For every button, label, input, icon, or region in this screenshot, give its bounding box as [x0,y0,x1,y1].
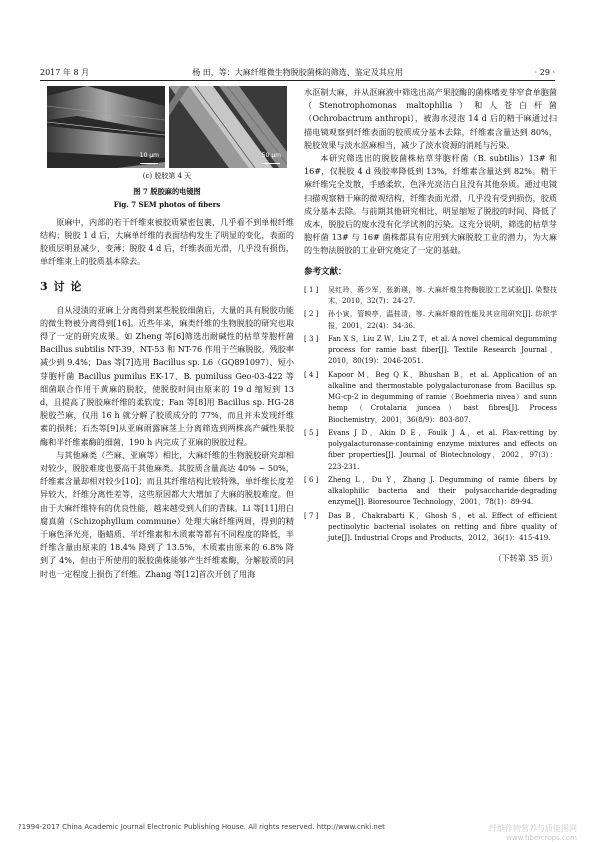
figure-caption-cn: 图 7 脱胶麻的电镜图 [133,187,201,197]
figure-subcaption: (c) 脱胶第 4 天 [142,172,192,180]
reference-item: [ 7 ] Das B，Chakrabarti K，Ghosh S，et al. Effect of efficient pectinolytic bacterial isolates on retting and fibre quality of jute[J]. Industrial Crops and Products，2012，36(1)：415-419. [304,511,557,543]
header-date: 2017 年 8 月 [40,67,90,77]
figure-caption-en: Fig. 7 SEM photos of fibers [113,200,221,210]
watermark-site: www.fibercrops.com [506,834,577,842]
reference-item: [ 3 ] Fan X S，Liu Z W，Liu Z T，et al. A novel chemical degumming process for ramie bast fiber[J]. Textile Research Journal，2010，80(19)：2046-2051. [304,335,557,366]
header-page-number: · 29 · [534,67,555,77]
left-column [40,86,294,581]
reference-item: [ 2 ] 孙小寅，管映亭，温桂清，等. 大麻纤维的性能及其应用研究[J]. 纺织学报，2001，22(4)：34-36. [304,310,557,330]
figure-7 [40,86,294,212]
paragraph-results-end: 原麻中，内部的若干纤维束被胶质紧密包裹，几乎看不到单根纤维结构；脱胶 1 d 后，大麻单纤维的表面结构发生了明显的变化，表面的胶质层明显减少、变薄；脱胶 4 d 后，纤维表面光滑，几乎没有损伤，单纤维束上的胶质基本除去。 [40,216,294,267]
running-header [40,66,555,78]
section-title-discussion: 3 讨 论 [40,280,83,294]
sem-photo-right [169,86,287,168]
paragraph-discussion-2: 与其他麻类（苎麻、亚麻等）相比，大麻纤维的生物脱胶研究却相对较少，脱胶难度也要高于其他麻类。其胶质含量高达 40% ~ 50%，纤维素含量却相对较少[10]；而且其纤维结构比较特殊，单纤维长度差异较大，纤维分离性差等，这些原因都大大增加了大麻的脱胶难度。但由于大麻纤维特有的优良性能，越来越受到人们的青睐。Li 等[11]用白腐真菌（Schizophyllum commune）处理大麻纤维两周，得到的精干麻色泽光亮，脂蜡质、半纤维素和木质素等都有不同程度的降低，半纤维含量由原来的 18.4% 降到了 13.5%，木质素由原来的 6.8% 降到了 4%，但由于所使用的脱胶菌株能够产生纤维素酶，分解胶质的同时也一定程度上损伤了纤维。Zhang 等[12]首次开创了用海 [40,449,294,579]
continued-note: （下转第 35 页） [493,554,557,564]
reference-item: [ 4 ] Kapoor M，Beg Q K，Bhushan B，et al. Application of an alkaline and thermostable polygalacturonase from Bacillus sp. MG-cp-2 in degumming of ramie（Boehmeria nivea）and sunn hemp（Crotalaria juncea）bast fibres[J]. Process Biochemistry，2001，36(8/9)：803-807. [304,370,557,424]
header-rule [40,80,555,81]
scale-bar-left: 10 μm [140,149,159,164]
reference-item: [ 1 ] 吴红玲，蒋少军，张新瑛，等. 大麻纤维生物酶脱胶工艺试验[J]. 染整技术，2010，32(7)：24-27. [304,285,557,306]
watermark-text: 纤维作物营养与质能图网 [489,824,577,833]
reference-list [304,285,557,545]
copyright-text: ?1994-2017 China Academic Journal Electronic Publishing House. All rights reserved. http://www.cnki.net [18,823,385,831]
scale-bar-right: 50 μm [262,149,281,164]
paragraph-discussion-4: 本研究筛选出的脱胶菌株枯草芽胞杆菌（B. subtilis）13# 和 16#，仅脱胶 4 d 残胶率降低到 13%，纤维素含量达到 82%。精干麻纤维完全发散，手感柔软，色泽光亮洁白且没有其他杂质。通过电镜扫描观察精干麻的微观结构，纤维表面光滑，几乎没有受到损伤，胶质成分基本去除。与前期其他研究相比，明显缩短了脱胶的时间、降低了成本，脱胶后的废水没有化学试剂的污染。这充分说明，筛选的枯草芽胞杆菌 13# 与 16# 菌株都具有应用到大麻脱胶工业的潜力，为大麻的生物法脱胶的工业研究奠定了一定的基础。 [304,153,557,256]
sem-photo-left [47,86,165,168]
paragraph-discussion-1: 自从浸渍的亚麻上分离得到某些脱胶细菌后，大量的具有脱胶功能的微生物被分离得到[16]。近些年来，麻类纤维的生物脱胶的研究也取得了一定的研究成果。如 Zheng 等[6]筛选出耐碱性的枯草芽胞杆菌 Bacillus subtilis NT-39、NT-53 和 NT-76 作用于苎麻脱胶，残胶率减少到 9.4%；Das 等[7]选用 Bacillus sp. L6（GQ891097）、短小芽胞杆菌 Bacillus pumilus EK-17、B. pumiluss Geo-03-422 等细菌联合作用于黄麻的脱胶，使脱胶时间由原来的 19 d 缩短到 13 d，且提高了脱胶麻纤维的柔软度；Fan 等[8]用 Bacillus sp. HG-28 脱胶苎麻，仅用 16 h 就分解了胶质成分的 77%，而且并未发现纤维素的损耗；石杰等[9]从亚麻雨露麻茎上分离筛选到两株高产碱性果胶酶和半纤维素酶的细菌，190 h 内完成了亚麻的脱胶过程。 [40,304,294,447]
copyright-footer [18,823,577,834]
references-title: 参考文献： [304,266,347,277]
right-column [304,86,557,566]
paragraph-discussion-3: 水沤制大麻，并从沤麻液中筛选出高产果胶酶的菌株嗜麦芽窄食单胞菌（Stenotrophomonas maltophilia）和人苍白杆菌（Ochrobactrum anthropi），被海水浸泡 14 d 后的精干麻通过扫描电镜观察到纤维表面的胶质成分基本去除，纤维素含量达到 80%，脱胶效果与淡水沤麻相当，减少了淡水资源的消耗与污染。 [304,87,557,150]
figure-images [40,86,294,168]
header-title: 杨 田，等：大麻纤维微生物脱胶菌株的筛选、鉴定及其应用 [192,67,403,77]
reference-item: [ 5 ] Evans J D，Akin D E，Foulk J A，et al. Flax-retting by polygalacturonase-containing enzyme mixtures and effects on fiber properties[J]. Journal of Biotechnology，2002，97(3)：223-231. [304,429,557,471]
reference-item: [ 6 ] Zheng L，Du Y，Zhang J. Degumming of ramie fibers by alkalophilic bacteria and their polysaccharide-degrading enzyme[J]. Bioresource Technology，2001，78(1)：89-94. [304,476,557,507]
